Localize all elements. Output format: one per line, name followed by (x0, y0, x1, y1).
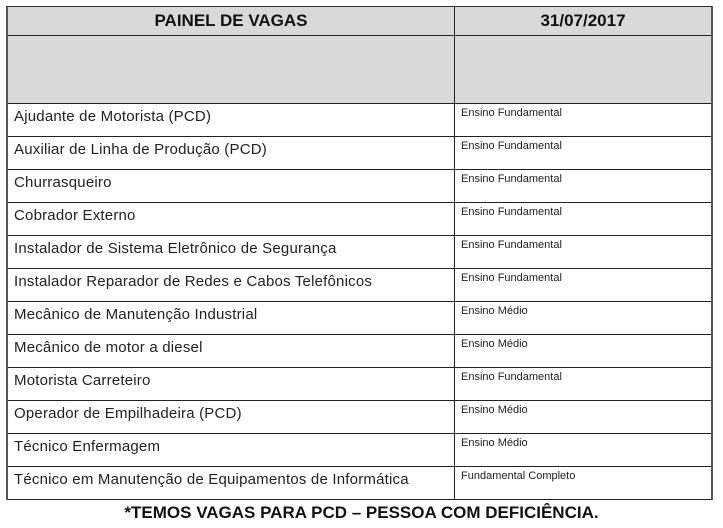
spacer-cell-left (8, 36, 455, 103)
table-header-row (8, 7, 711, 36)
job-education: Ensino Fundamental (461, 239, 562, 251)
table-row (8, 170, 711, 203)
table-row (8, 269, 711, 302)
job-position: Mecânico de Manutenção Industrial (8, 302, 455, 334)
job-position: Instalador de Sistema Eletrônico de Segurança (8, 236, 455, 268)
job-education: Fundamental Completo (461, 470, 576, 482)
job-education: Ensino Fundamental (461, 173, 562, 185)
job-position: Técnico Enfermagem (8, 434, 455, 466)
job-education: Ensino Fundamental (461, 107, 562, 119)
table-row (8, 335, 711, 368)
job-position: Mecânico de motor a diesel (8, 335, 455, 367)
panel-date: 31/07/2017 (540, 11, 626, 30)
job-panel-table (6, 6, 713, 500)
job-education: Ensino Fundamental (461, 206, 562, 218)
job-position: Técnico em Manutenção de Equipamentos de Informática (8, 467, 455, 499)
header-spacer-row (8, 36, 711, 104)
job-position: Instalador Reparador de Redes e Cabos Telefônicos (8, 269, 455, 301)
job-education: Ensino Fundamental (461, 140, 562, 152)
table-row (8, 203, 711, 236)
table-row (8, 137, 711, 170)
job-position: Cobrador Externo (8, 203, 455, 235)
job-education: Ensino Médio (461, 338, 528, 350)
table-row (8, 401, 711, 434)
job-education: Ensino Médio (461, 437, 528, 449)
job-position: Ajudante de Motorista (PCD) (8, 104, 455, 136)
table-row (8, 302, 711, 335)
job-position: Operador de Empilhadeira (PCD) (8, 401, 455, 433)
job-position: Motorista Carreteiro (8, 368, 455, 400)
table-row (8, 368, 711, 401)
panel-title: PAINEL DE VAGAS (8, 7, 455, 35)
table-row (8, 104, 711, 137)
table-row (8, 236, 711, 269)
table-row (8, 434, 711, 467)
job-education: Ensino Fundamental (461, 272, 562, 284)
job-education: Ensino Médio (461, 404, 528, 416)
job-position: Churrasqueiro (8, 170, 455, 202)
job-education: Ensino Médio (461, 305, 528, 317)
table-row (8, 467, 711, 500)
spacer-cell-right (455, 36, 711, 103)
job-education: Ensino Fundamental (461, 371, 562, 383)
job-position: Auxiliar de Linha de Produção (PCD) (8, 137, 455, 169)
pcd-footer-note: *TEMOS VAGAS PARA PCD – PESSOA COM DEFICIÊNCIA. (124, 502, 599, 522)
